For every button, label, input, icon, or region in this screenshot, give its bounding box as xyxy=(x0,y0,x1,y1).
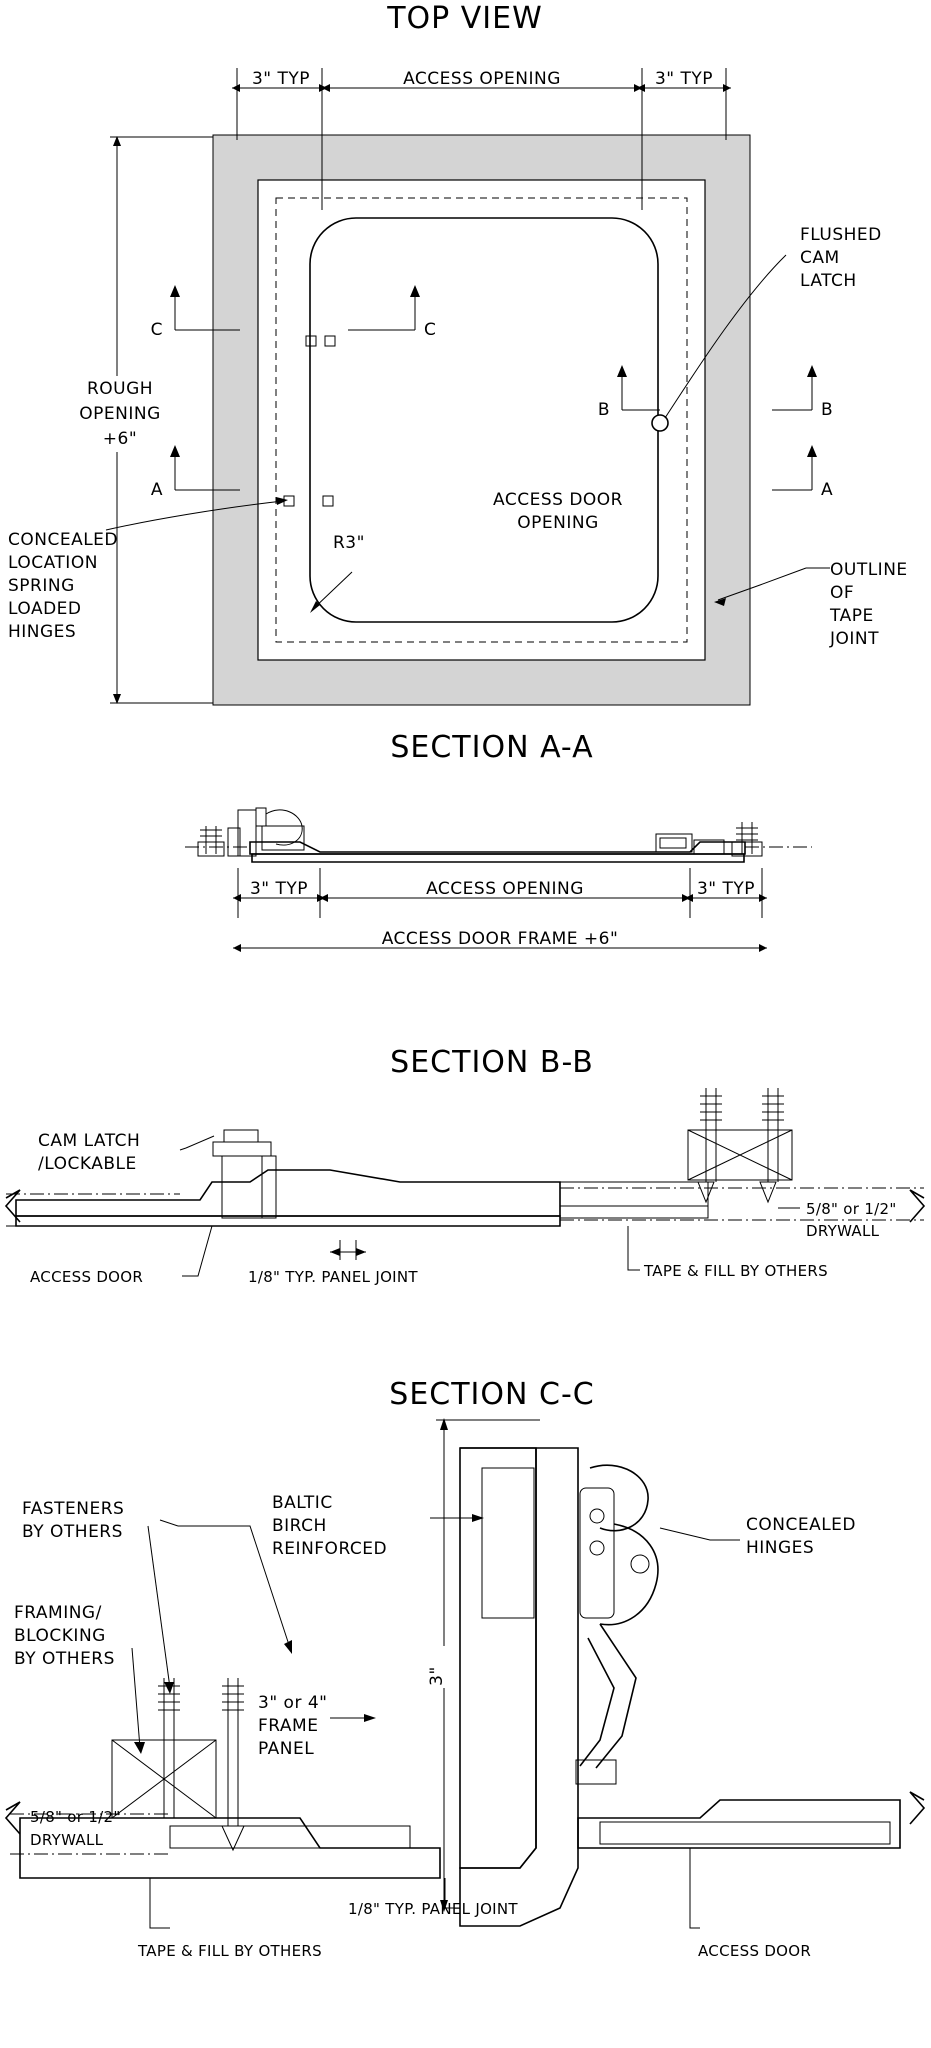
bb-cam-latch-label-2: /LOCKABLE xyxy=(38,1154,137,1174)
dim-access-opening-label: ACCESS OPENING xyxy=(403,69,561,89)
door-panel-back xyxy=(16,1216,560,1226)
cc-baltic-label-1: BALTIC xyxy=(272,1493,333,1513)
bb-drywall-label-2: DRYWALL xyxy=(806,1222,880,1240)
cc-right-panel xyxy=(578,1800,900,1848)
cc-drywall-label-2: DRYWALL xyxy=(30,1831,104,1849)
outline-tape-joint-label-1: OUTLINE xyxy=(830,560,908,580)
cam-latch-leader-bb2 xyxy=(180,1148,186,1150)
cc-framing-label-2: BLOCKING xyxy=(14,1626,106,1646)
arrow xyxy=(134,1742,145,1754)
arrow xyxy=(364,1714,376,1722)
left-assembly-detail xyxy=(198,808,304,856)
cut-c-left-label: C xyxy=(150,320,163,340)
cc-frame-inner xyxy=(460,1448,536,1868)
flushed-cam-latch-label-2: CAM xyxy=(800,248,840,268)
cc-tape-fill-label: TAPE & FILL BY OTHERS xyxy=(138,1942,322,1960)
dim-left-typ-label: 3" TYP xyxy=(251,69,311,89)
fasteners-leader2 xyxy=(148,1526,170,1688)
concealed-hinges-label-2: LOCATION xyxy=(8,553,98,573)
cut-a-left-label: A xyxy=(150,480,163,500)
aa-dim-right-typ: 3" TYP xyxy=(696,879,756,899)
access-door-leader xyxy=(182,1226,212,1276)
outline-tape-joint-label-2: OF xyxy=(830,583,855,603)
arrow xyxy=(637,84,645,92)
cc-baltic-label-2: BIRCH xyxy=(272,1516,327,1536)
cc-left-wall-fill xyxy=(170,1826,410,1848)
arrow xyxy=(330,1248,340,1256)
arrow xyxy=(284,1640,292,1654)
arrow xyxy=(233,894,241,902)
top-view-diagram xyxy=(0,0,931,720)
section-aa-title: SECTION A-A xyxy=(390,730,594,765)
cc-concealed-hinges-label-2: HINGES xyxy=(746,1538,815,1558)
bb-drywall-label-1: 5/8" or 1/2" xyxy=(806,1200,897,1218)
break-left xyxy=(6,1190,20,1222)
arrow xyxy=(322,84,330,92)
arrow xyxy=(807,445,817,457)
access-door-opening-label-2: OPENING xyxy=(517,513,599,533)
section-cc-title: SECTION C-C xyxy=(389,1377,595,1412)
radius-label: R3" xyxy=(333,533,365,553)
cc-tape-fill-leader xyxy=(150,1878,170,1928)
bb-panel-joint-label: 1/8" TYP. PANEL JOINT xyxy=(248,1268,418,1286)
outline-tape-joint-label-3: TAPE xyxy=(830,606,874,626)
concealed-hinges-leader-cc xyxy=(660,1528,740,1540)
cam-latch-assembly xyxy=(213,1130,276,1218)
bb-tape-fill-label: TAPE & FILL BY OTHERS xyxy=(644,1262,828,1280)
section-bb-title: SECTION B-B xyxy=(390,1045,594,1080)
flushed-cam-latch-label-3: LATCH xyxy=(800,271,857,291)
rough-opening-label-3: +6" xyxy=(102,429,138,449)
cut-b-right-label: B xyxy=(821,400,834,420)
cc-right-panel-fill xyxy=(600,1822,890,1844)
tape-fill-leader xyxy=(628,1226,640,1270)
cc-framing-label-3: BY OTHERS xyxy=(14,1649,115,1669)
cc-break-left xyxy=(6,1802,20,1834)
section-cc-diagram xyxy=(0,1348,931,2048)
rough-opening-label-1: ROUGH xyxy=(86,379,154,399)
section-aa-diagram xyxy=(0,722,931,1022)
cc-fasteners-label-1: FASTENERS xyxy=(22,1499,125,1519)
arrow xyxy=(232,84,240,92)
arrow xyxy=(164,1682,174,1694)
arrow xyxy=(759,944,767,952)
top-view-title: TOP VIEW xyxy=(387,1,543,36)
aa-dim-frame: ACCESS DOOR FRAME +6" xyxy=(381,929,619,949)
frame-inner xyxy=(258,180,705,660)
break-right xyxy=(910,1190,924,1222)
concealed-hinges-label-4: LOADED xyxy=(8,599,82,619)
section-bb-diagram xyxy=(0,1030,931,1360)
dim-right-typ-label: 3" TYP xyxy=(654,69,714,89)
concealed-hinge-assembly xyxy=(576,1465,658,1784)
concealed-hinges-label-5: HINGES xyxy=(8,622,77,642)
right-assembly-detail xyxy=(656,822,762,856)
concealed-hinges-label-3: SPRING xyxy=(8,576,75,596)
cc-drywall-label-1: 5/8" or 1/2" xyxy=(30,1808,121,1826)
flushed-cam-latch-label-1: FLUSHED xyxy=(800,225,882,245)
cc-access-door-leader xyxy=(690,1848,700,1928)
baltic-birch-block xyxy=(482,1468,534,1618)
framing-leader xyxy=(132,1648,140,1748)
cc-fasteners-label-2: BY OTHERS xyxy=(22,1522,123,1542)
cc-break-right xyxy=(910,1792,924,1824)
access-door-opening-label-1: ACCESS DOOR xyxy=(493,490,623,510)
cc-dim-three-label: 3" xyxy=(427,1666,447,1686)
cc-frame-panel-label-1: 3" or 4" xyxy=(258,1693,328,1713)
arrow xyxy=(759,894,767,902)
cc-fastener-group xyxy=(158,1678,244,1850)
rough-opening-label-2: OPENING xyxy=(79,404,161,424)
tape-fill-block-b xyxy=(560,1206,708,1218)
arrow xyxy=(723,84,731,92)
panel-body-lower xyxy=(252,854,744,862)
cc-framing-label-1: FRAMING/ xyxy=(14,1603,102,1623)
arrow xyxy=(170,285,180,297)
cc-access-door-label: ACCESS DOOR xyxy=(698,1942,812,1960)
fasteners-leader xyxy=(160,1520,178,1526)
door-panel-section xyxy=(16,1170,560,1216)
cc-concealed-hinges-label-1: CONCEALED xyxy=(746,1515,857,1535)
cut-a-right-label: A xyxy=(821,480,834,500)
arrow xyxy=(233,944,241,952)
outline-tape-joint-label-4: JOINT xyxy=(830,629,880,649)
cc-frame-panel-label-3: PANEL xyxy=(258,1739,315,1759)
concealed-hinges-label-1: CONCEALED xyxy=(8,530,119,550)
arrow xyxy=(685,894,693,902)
fastener-group-right xyxy=(688,1088,792,1202)
arrow xyxy=(356,1248,366,1256)
cc-frame-panel-label-2: FRAME xyxy=(258,1716,319,1736)
cc-panel-joint-label: 1/8" TYP. PANEL JOINT xyxy=(348,1900,518,1918)
tape-fill-block xyxy=(560,1182,708,1206)
cam-latch-leader-bb xyxy=(186,1136,214,1148)
cut-c-right-label: C xyxy=(424,320,437,340)
cut-b-left-label: B xyxy=(597,400,610,420)
arrow xyxy=(807,365,817,377)
cc-baltic-label-3: REINFORCED xyxy=(272,1539,388,1559)
bb-cam-latch-label-1: CAM LATCH xyxy=(38,1131,141,1151)
aa-dim-left-typ: 3" TYP xyxy=(249,879,309,899)
bb-access-door-label: ACCESS DOOR xyxy=(30,1268,144,1286)
aa-dim-access-opening: ACCESS OPENING xyxy=(426,879,584,899)
arrow xyxy=(320,894,328,902)
